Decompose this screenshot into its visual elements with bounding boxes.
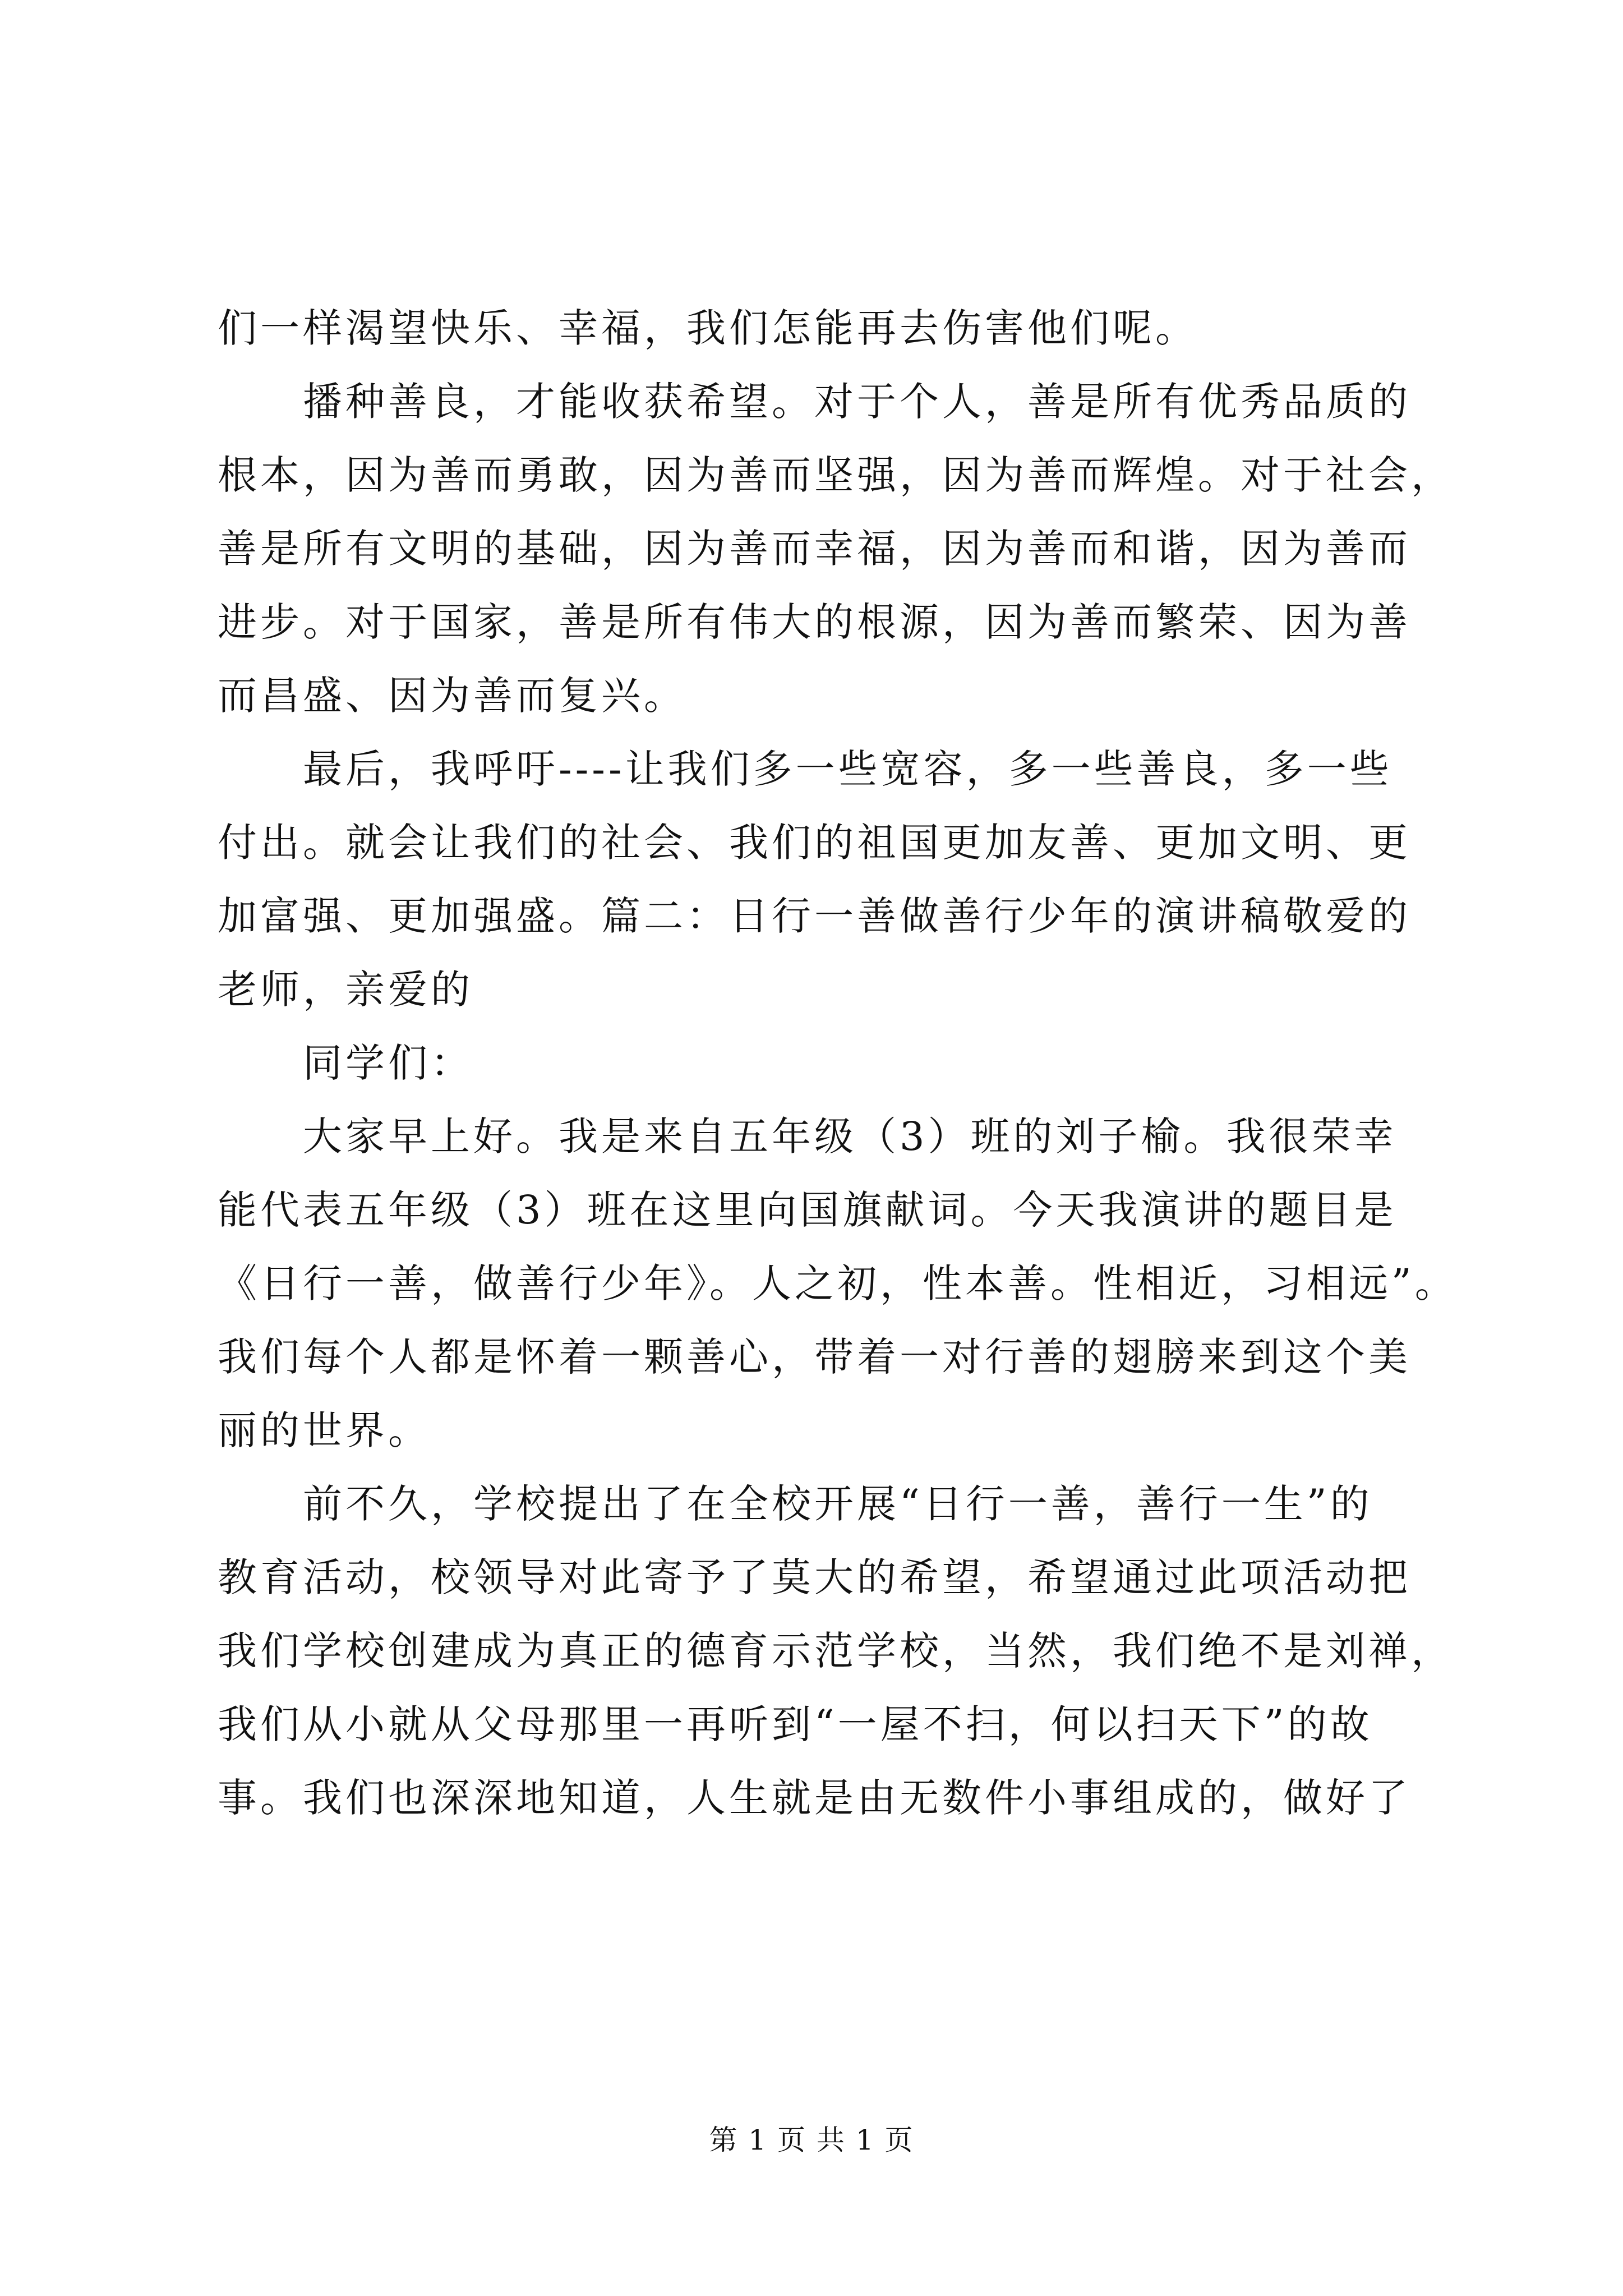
- text-line-15: 我们每个人都是怀着一颗善心，带着一对行善的翅膀来到这个美: [218, 1334, 1411, 1380]
- text-line-3: 根本，因为善而勇敢，因为善而坚强，因为善而辉煌。对于社会，: [218, 452, 1454, 498]
- document-body: [218, 292, 1458, 1835]
- text-line-1: 们一样渴望快乐、幸福，我们怎能再去伤害他们呢。: [218, 305, 1198, 351]
- text-line-4: 善是所有文明的基础，因为善而幸福，因为善而和谐，因为善而: [218, 526, 1411, 572]
- text-line-10: 老师，亲爱的: [218, 967, 473, 1013]
- text-line-16: 丽的世界。: [218, 1407, 431, 1453]
- text-line-7: 最后，我呼吁----让我们多一些宽容，多一些善良，多一些: [303, 746, 1393, 792]
- text-line-20: 我们从小就从父母那里一再听到“一屋不扫，何以扫天下”的故: [218, 1701, 1373, 1747]
- text-line-18: 教育活动，校领导对此寄予了莫大的希望，希望通过此项活动把: [218, 1554, 1411, 1600]
- text-line-14: 《日行一善，做善行少年》。人之初，性本善。性相近，习相远”。: [218, 1260, 1458, 1306]
- text-line-17: 前不久，学校提出了在全校开展“日行一善，善行一生”的: [303, 1481, 1373, 1527]
- text-line-5: 进步。对于国家，善是所有伟大的根源，因为善而繁荣、因为善: [218, 599, 1411, 645]
- text-line-9: 加富强、更加强盛。篇二：日行一善做善行少年的演讲稿敬爱的: [218, 893, 1411, 939]
- text-line-19: 我们学校创建成为真正的德育示范学校，当然，我们绝不是刘禅，: [218, 1628, 1454, 1674]
- text-line-13: 能代表五年级（3）班在这里向国旗献词。今天我演讲的题目是: [218, 1187, 1397, 1233]
- text-line-11: 同学们：: [303, 1040, 473, 1086]
- text-line-21: 事。我们也深深地知道，人生就是由无数件小事组成的，做好了: [218, 1775, 1411, 1821]
- page-number-footer: 第 1 页 共 1 页: [709, 2124, 914, 2156]
- text-line-2: 播种善良，才能收获希望。对于个人，善是所有优秀品质的: [303, 379, 1411, 425]
- text-line-12: 大家早上好。我是来自五年级（3）班的刘子榆。我很荣幸: [303, 1114, 1397, 1159]
- text-line-6: 而昌盛、因为善而复兴。: [218, 673, 686, 719]
- text-line-8: 付出。就会让我们的社会、我们的祖国更加友善、更加文明、更: [218, 820, 1411, 866]
